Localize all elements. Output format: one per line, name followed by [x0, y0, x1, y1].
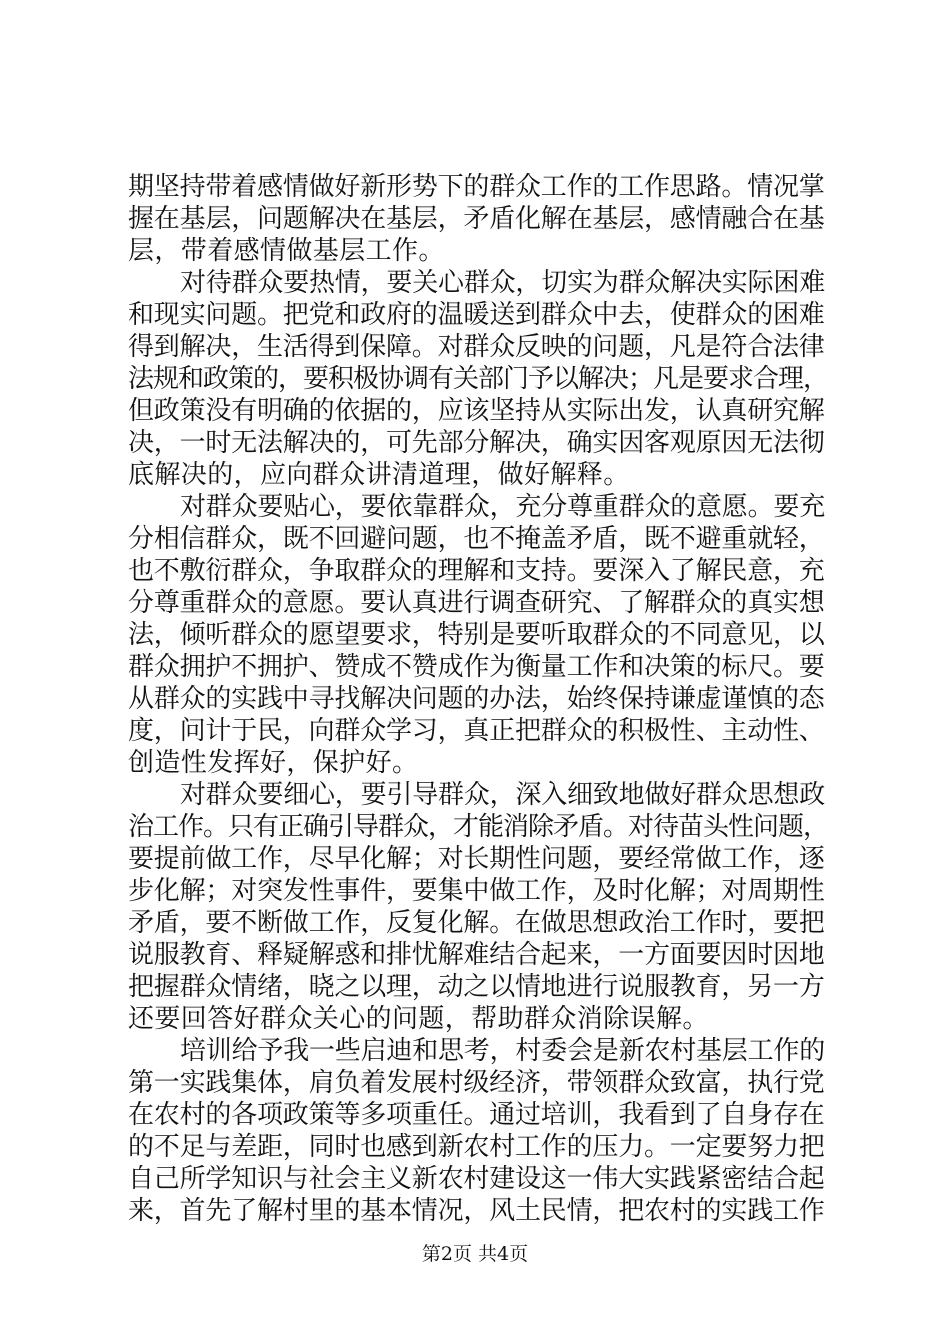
document-body	[128, 171, 828, 1227]
page-footer: 第2页 共4页	[421, 1243, 529, 1265]
text-line: 从群众的实践中寻找解决问题的办法，始终保持谦虚谨慎的态	[128, 684, 825, 714]
text-line: 还要回答好群众关心的问题，帮助群众消除误解。	[128, 1004, 709, 1034]
text-line: 分相信群众，既不回避问题，也不掩盖矛盾，既不避重就轻，	[128, 524, 825, 554]
text-line: 来，首先了解村里的基本情况，风土民情，把农村的实践工作	[128, 1196, 825, 1226]
text-line: 矛盾，要不断做工作，反复化解。在做思想政治工作时，要把	[128, 908, 825, 938]
text-line: 分尊重群众的意愿。要认真进行调查研究、了解群众的真实想	[128, 588, 825, 618]
text-line: 但政策没有明确的依据的，应该坚持从实际出发，认真研究解	[128, 396, 825, 426]
text-line: 说服教育、释疑解惑和排忧解难结合起来，一方面要因时因地	[128, 940, 825, 970]
paragraph-first-line: 培训给予我一些启迪和思考，村委会是新农村基层工作的	[180, 1036, 826, 1066]
text-line: 把握群众情绪，晓之以理，动之以情地进行说服教育，另一方	[128, 972, 825, 1002]
text-line: 第一实践集体，肩负着发展村级经济，带领群众致富，执行党	[128, 1068, 825, 1098]
paragraph-first-line: 对待群众要热情，要关心群众，切实为群众解决实际困难	[180, 268, 826, 298]
text-line: 度，问计于民，向群众学习，真正把群众的积极性、主动性、	[128, 716, 825, 746]
text-line: 法规和政策的，要积极协调有关部门予以解决；凡是要求合理，	[128, 364, 829, 394]
paragraph-first-line: 对群众要贴心，要依靠群众，充分尊重群众的意愿。要充	[180, 492, 826, 522]
text-line: 决，一时无法解决的，可先部分解决，确实因客观原因无法彻	[128, 428, 825, 458]
text-line: 得到解决，生活得到保障。对群众反映的问题，凡是符合法律	[128, 332, 825, 362]
text-line: 握在基层，问题解决在基层，矛盾化解在基层，感情融合在基	[128, 204, 825, 234]
text-line: 创造性发挥好，保护好。	[128, 748, 419, 778]
paragraph-first-line: 对群众要细心，要引导群众，深入细致地做好群众思想政	[180, 780, 826, 810]
text-line: 和现实问题。把党和政府的温暖送到群众中去，使群众的困难	[128, 300, 825, 330]
text-line: 期坚持带着感情做好新形势下的群众工作的工作思路。情况掌	[128, 172, 825, 202]
text-line: 在农村的各项政策等多项重任。通过培训，我看到了自身存在	[128, 1100, 825, 1130]
text-line: 群众拥护不拥护、赞成不赞成作为衡量工作和决策的标尺。要	[128, 652, 825, 682]
text-line: 法，倾听群众的愿望要求，特别是要听取群众的不同意见，以	[128, 620, 825, 650]
text-line: 的不足与差距，同时也感到新农村工作的压力。一定要努力把	[128, 1132, 825, 1162]
text-line: 也不敷衍群众，争取群众的理解和支持。要深入了解民意，充	[128, 556, 825, 586]
text-line: 自己所学知识与社会主义新农村建设这一伟大实践紧密结合起	[128, 1164, 825, 1194]
text-line: 层，带着感情做基层工作。	[128, 236, 445, 266]
text-line: 治工作。只有正确引导群众，才能消除矛盾。对待苗头性问题，	[128, 812, 829, 842]
text-line: 底解决的，应向群众讲清道理，做好解释。	[128, 460, 630, 490]
text-line: 要提前做工作，尽早化解；对长期性问题，要经常做工作，逐	[128, 844, 825, 874]
text-line: 步化解；对突发性事件，要集中做工作，及时化解；对周期性	[128, 876, 825, 906]
